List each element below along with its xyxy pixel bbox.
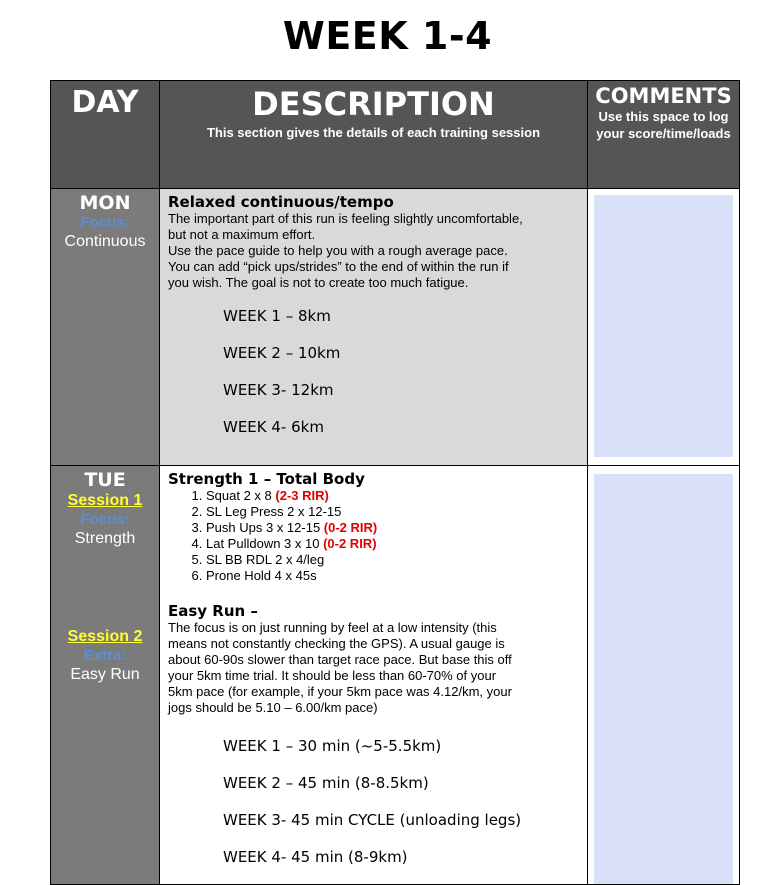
exercise-list (168, 488, 579, 584)
exercise-item (206, 488, 579, 504)
exercise-item (206, 552, 579, 568)
tue-easy-line: 5km pace (for example, if your 5km pace was 4.12/km, your (168, 684, 512, 699)
exercise-item (206, 520, 579, 536)
tue-easy-line: The focus is on just running by feel at a low intensity (this (168, 620, 497, 635)
tue-extra-value: Easy Run (70, 666, 140, 683)
header-comments-cell (587, 80, 740, 189)
day-mon: MON (79, 192, 131, 214)
mon-day-cell (50, 188, 160, 466)
mon-desc-line: The important part of this run is feeling slightly uncomfortable, (168, 211, 523, 226)
header-day: DAY (71, 85, 139, 120)
mon-focus-label: Focus: (80, 214, 130, 231)
mon-session-title: Relaxed continuous/tempo (168, 193, 394, 211)
exercise-text: Push Ups 3 x 12-15 (206, 520, 324, 535)
tue-session-2-label: Session 2 (67, 628, 143, 645)
mon-desc-line: You can add “pick ups/strides” to the end of within the run if (168, 259, 509, 274)
mon-week-3: WEEK 3- 12km (223, 381, 334, 399)
mon-comment-input[interactable] (594, 195, 733, 457)
exercise-text: SL Leg Press 2 x 12-15 (206, 504, 342, 519)
header-description-subtitle: This section gives the details of each training session (206, 125, 541, 140)
tue-session-1-label: Session 1 (67, 492, 143, 509)
exercise-rir: (0-2 RIR) (323, 536, 377, 551)
tue-week-4: WEEK 4- 45 min (8-9km) (223, 848, 408, 866)
tue-extra-label: Extra: (83, 647, 127, 664)
exercise-rir: (0-2 RIR) (323, 520, 378, 535)
tue-easy-line: your 5km time trial. It should be less than 60-70% of your (168, 668, 497, 683)
header-description-cell (159, 80, 588, 189)
day-tue: TUE (84, 469, 126, 491)
mon-desc-line: you wish. The goal is not to create too much fatigue. (168, 275, 469, 290)
tue-easy-line: jogs should be 5.10 – 6.00/km pace) (168, 700, 378, 715)
tue-comments-cell (587, 465, 740, 885)
tue-week-1: WEEK 1 – 30 min (~5-5.5km) (223, 737, 442, 755)
mon-week-1: WEEK 1 – 8km (223, 307, 331, 325)
exercise-item (206, 568, 579, 584)
tue-week-3: WEEK 3- 45 min CYCLE (unloading legs) (223, 811, 522, 829)
exercise-text: Lat Pulldown 3 x 10 (206, 536, 324, 551)
tue-comment-input[interactable] (594, 474, 733, 884)
mon-comments-cell (587, 188, 740, 466)
tue-easy-line: about 60-90s slower than target race pace. But base this off (168, 652, 512, 667)
mon-week-4: WEEK 4- 6km (223, 418, 324, 436)
tue-strength-title: Strength 1 – Total Body (168, 470, 365, 488)
tue-easy-run-title: Easy Run – (168, 602, 258, 620)
exercise-text: Squat 2 x 8 (206, 488, 276, 503)
exercise-item (206, 536, 579, 552)
tue-week-2: WEEK 2 – 45 min (8-8.5km) (223, 774, 429, 792)
exercise-text: SL BB RDL 2 x 4/leg (206, 552, 325, 567)
mon-desc-line: but not a maximum effort. (168, 227, 316, 242)
tue-focus-value: Strength (74, 530, 136, 547)
header-day-cell (50, 80, 160, 189)
tue-day-cell (50, 465, 160, 885)
header-comments: COMMENTS (595, 84, 732, 108)
mon-description-cell (159, 188, 588, 466)
header-comments-subtitle: Use this space to log your score/time/loads (596, 109, 731, 141)
exercise-text: Prone Hold 4 x 45s (206, 568, 317, 583)
mon-week-2: WEEK 2 – 10km (223, 344, 341, 362)
mon-desc-line: Use the pace guide to help you with a rough average pace. (168, 243, 508, 258)
tue-focus-label: Focus: (80, 511, 130, 528)
mon-focus-value: Continuous (64, 233, 146, 250)
training-table (50, 80, 740, 880)
exercise-item (206, 504, 579, 520)
header-description: DESCRIPTION (252, 85, 495, 123)
exercise-rir: (2-3 RIR) (275, 488, 329, 503)
tue-easy-line: means not constantly checking the GPS). A usual gauge is (168, 636, 505, 651)
tue-description-cell (159, 465, 588, 885)
page-title: WEEK 1-4 (282, 14, 493, 58)
